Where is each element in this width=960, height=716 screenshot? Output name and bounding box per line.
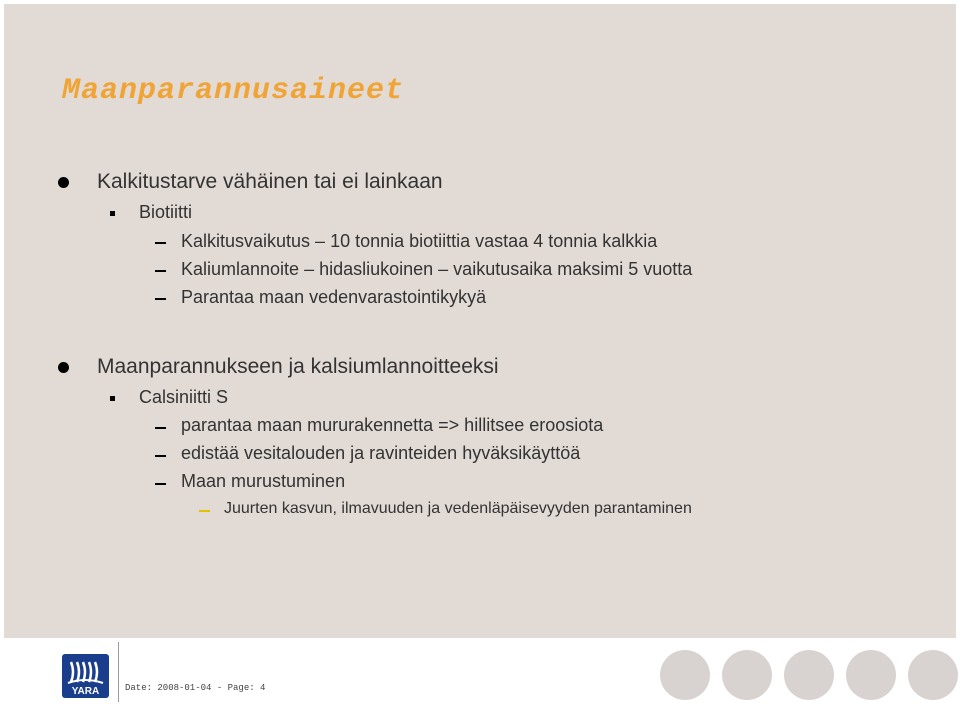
decorative-circle xyxy=(908,650,958,700)
decorative-circle xyxy=(660,650,710,700)
bullet-item: parantaa maan mururakennetta => hillitsee eroosiota xyxy=(181,415,604,435)
decorative-circle xyxy=(846,650,896,700)
date-page-info: Date: 2008-01-04 - Page: 4 xyxy=(125,683,266,693)
decorative-circle xyxy=(784,650,834,700)
bullet-sub-1: Biotiitti xyxy=(139,202,193,222)
bullet-item: Parantaa maan vedenvarastointikykyä xyxy=(181,287,487,307)
decorative-circle xyxy=(722,650,772,700)
bullet-dash xyxy=(155,455,166,457)
bullet-heading-1: Kalkitustarve vähäinen tai ei lainkaan xyxy=(97,170,443,193)
bullet-dash-yellow xyxy=(199,510,210,512)
bullet-item: Kalkitusvaikutus – 10 tonnia biotiittia vastaa 4 tonnia kalkkia xyxy=(181,231,658,251)
bullet-dot xyxy=(58,177,69,188)
bullet-item: Kaliumlannoite – hidasliukoinen – vaikutusaika maksimi 5 vuotta xyxy=(181,259,693,279)
slide-title: Maanparannusaineet xyxy=(62,74,405,108)
bullet-dash xyxy=(155,242,166,244)
yara-logo xyxy=(62,654,109,698)
bullet-item: edistää vesitalouden ja ravinteiden hyväksikäyttöä xyxy=(181,443,581,463)
bullet-dot xyxy=(58,362,69,373)
bullet-sub-2: Calsiniitti S xyxy=(139,387,229,407)
bullet-dash xyxy=(155,427,166,429)
bullet-heading-2: Maanparannukseen ja kalsiumlannoitteeksi xyxy=(97,355,499,378)
bullet-square xyxy=(110,396,115,401)
bullet-dash xyxy=(155,270,166,272)
bullet-dash xyxy=(155,483,166,485)
bullet-subitem: Juurten kasvun, ilmavuuden ja vedenläpäisevyyden parantaminen xyxy=(224,500,692,517)
bullet-item: Maan murustuminen xyxy=(181,471,346,491)
bullet-square xyxy=(110,211,115,216)
logo-text: YARA xyxy=(71,686,100,697)
bullet-dash xyxy=(155,298,166,300)
footer-divider xyxy=(118,642,119,702)
